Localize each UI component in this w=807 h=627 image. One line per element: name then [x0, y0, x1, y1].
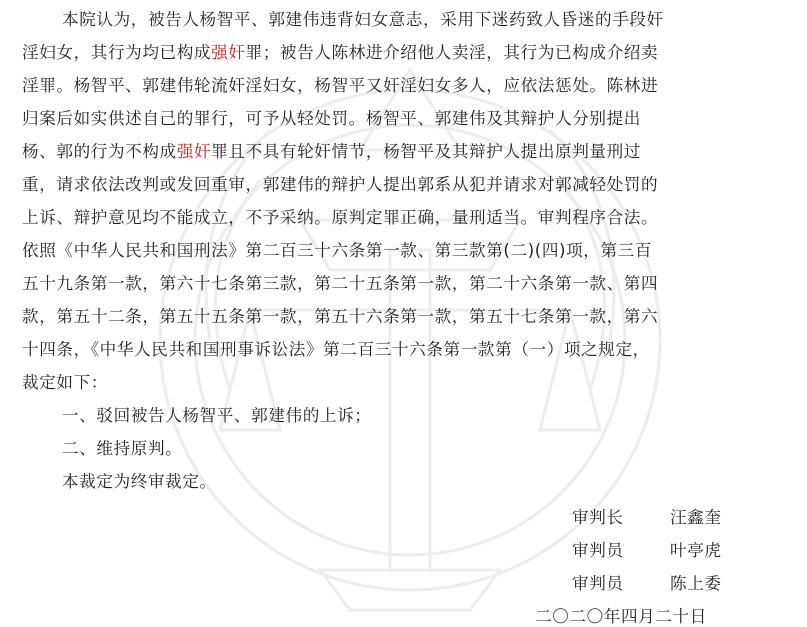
- paragraph-line: 本院认为，被告人杨智平、郭建伟违背妇女意志，采用下迷药致人昏迷的手段奸: [62, 10, 664, 29]
- text-span: 杨、郭的行为不构成: [22, 142, 177, 161]
- signature-role: 审判员: [572, 574, 624, 593]
- paragraph-line: [22, 142, 792, 162]
- signature-role: 审判员: [572, 541, 624, 560]
- paragraph-line: 五十九条第一款，第六十七条第三款，第二十五条第一款，第二十六条第一款、第四: [22, 274, 659, 293]
- highlighted-keyword[interactable]: 强奸: [176, 142, 212, 161]
- ruling-item: 一、驳回被告人杨智平、郭建伟的上诉；: [62, 406, 372, 425]
- highlighted-keyword[interactable]: 强奸: [211, 43, 246, 62]
- paragraph-line: 裁定如下：: [22, 373, 108, 392]
- signature-name: 陈上委: [670, 574, 722, 593]
- paragraph-line: 淫罪。杨智平、郭建伟轮流奸淫妇女，杨智平又奸淫妇女多人，应依法惩处。陈林进: [22, 76, 659, 95]
- paragraph-line: 十四条，《中华人民共和国刑事诉讼法》第二百三十六条第一款第（一）项之规定，: [22, 340, 650, 359]
- final-statement: 本裁定为终审裁定。: [62, 472, 217, 491]
- signature-name: 汪鑫奎: [670, 508, 722, 527]
- ruling-item: 二、维持原判。: [62, 439, 183, 458]
- text-span: 罪；被告人陈林进介绍他人卖淫，其行为已构成介绍卖: [245, 43, 659, 62]
- text-span: 淫妇女，其行为均已构成: [22, 43, 212, 62]
- paragraph-line: 归案后如实供述自己的罪行，可予从轻处罚。杨智平、郭建伟及其辩护人分别提出: [22, 109, 641, 128]
- signature-role: 审判长: [572, 508, 624, 527]
- paragraph-line: [22, 43, 792, 63]
- judgment-date: 二〇二〇年四月二十日: [535, 607, 707, 626]
- paragraph-line: 依照《中华人民共和国刑法》第二百三十六条第一款、第三款第(二)(四)项，第三百: [22, 241, 653, 260]
- signature-name: 叶亭虎: [670, 541, 722, 560]
- paragraph-line: 上诉、辩护意见均不能成立，不予采纳。原判定罪正确，量刑适当。审判程序合法。: [22, 208, 659, 227]
- paragraph-line: 重，请求依法改判或发回重审，郭建伟的辩护人提出郭系从犯并请求对郭减轻处罚的: [22, 175, 659, 194]
- paragraph-line: 款，第五十二条，第五十五条第一款，第五十六条第一款，第五十七条第一款，第六: [22, 307, 659, 326]
- text-span: 罪且不具有轮奸情节，杨智平及其辩护人提出原判量刑过: [211, 142, 641, 161]
